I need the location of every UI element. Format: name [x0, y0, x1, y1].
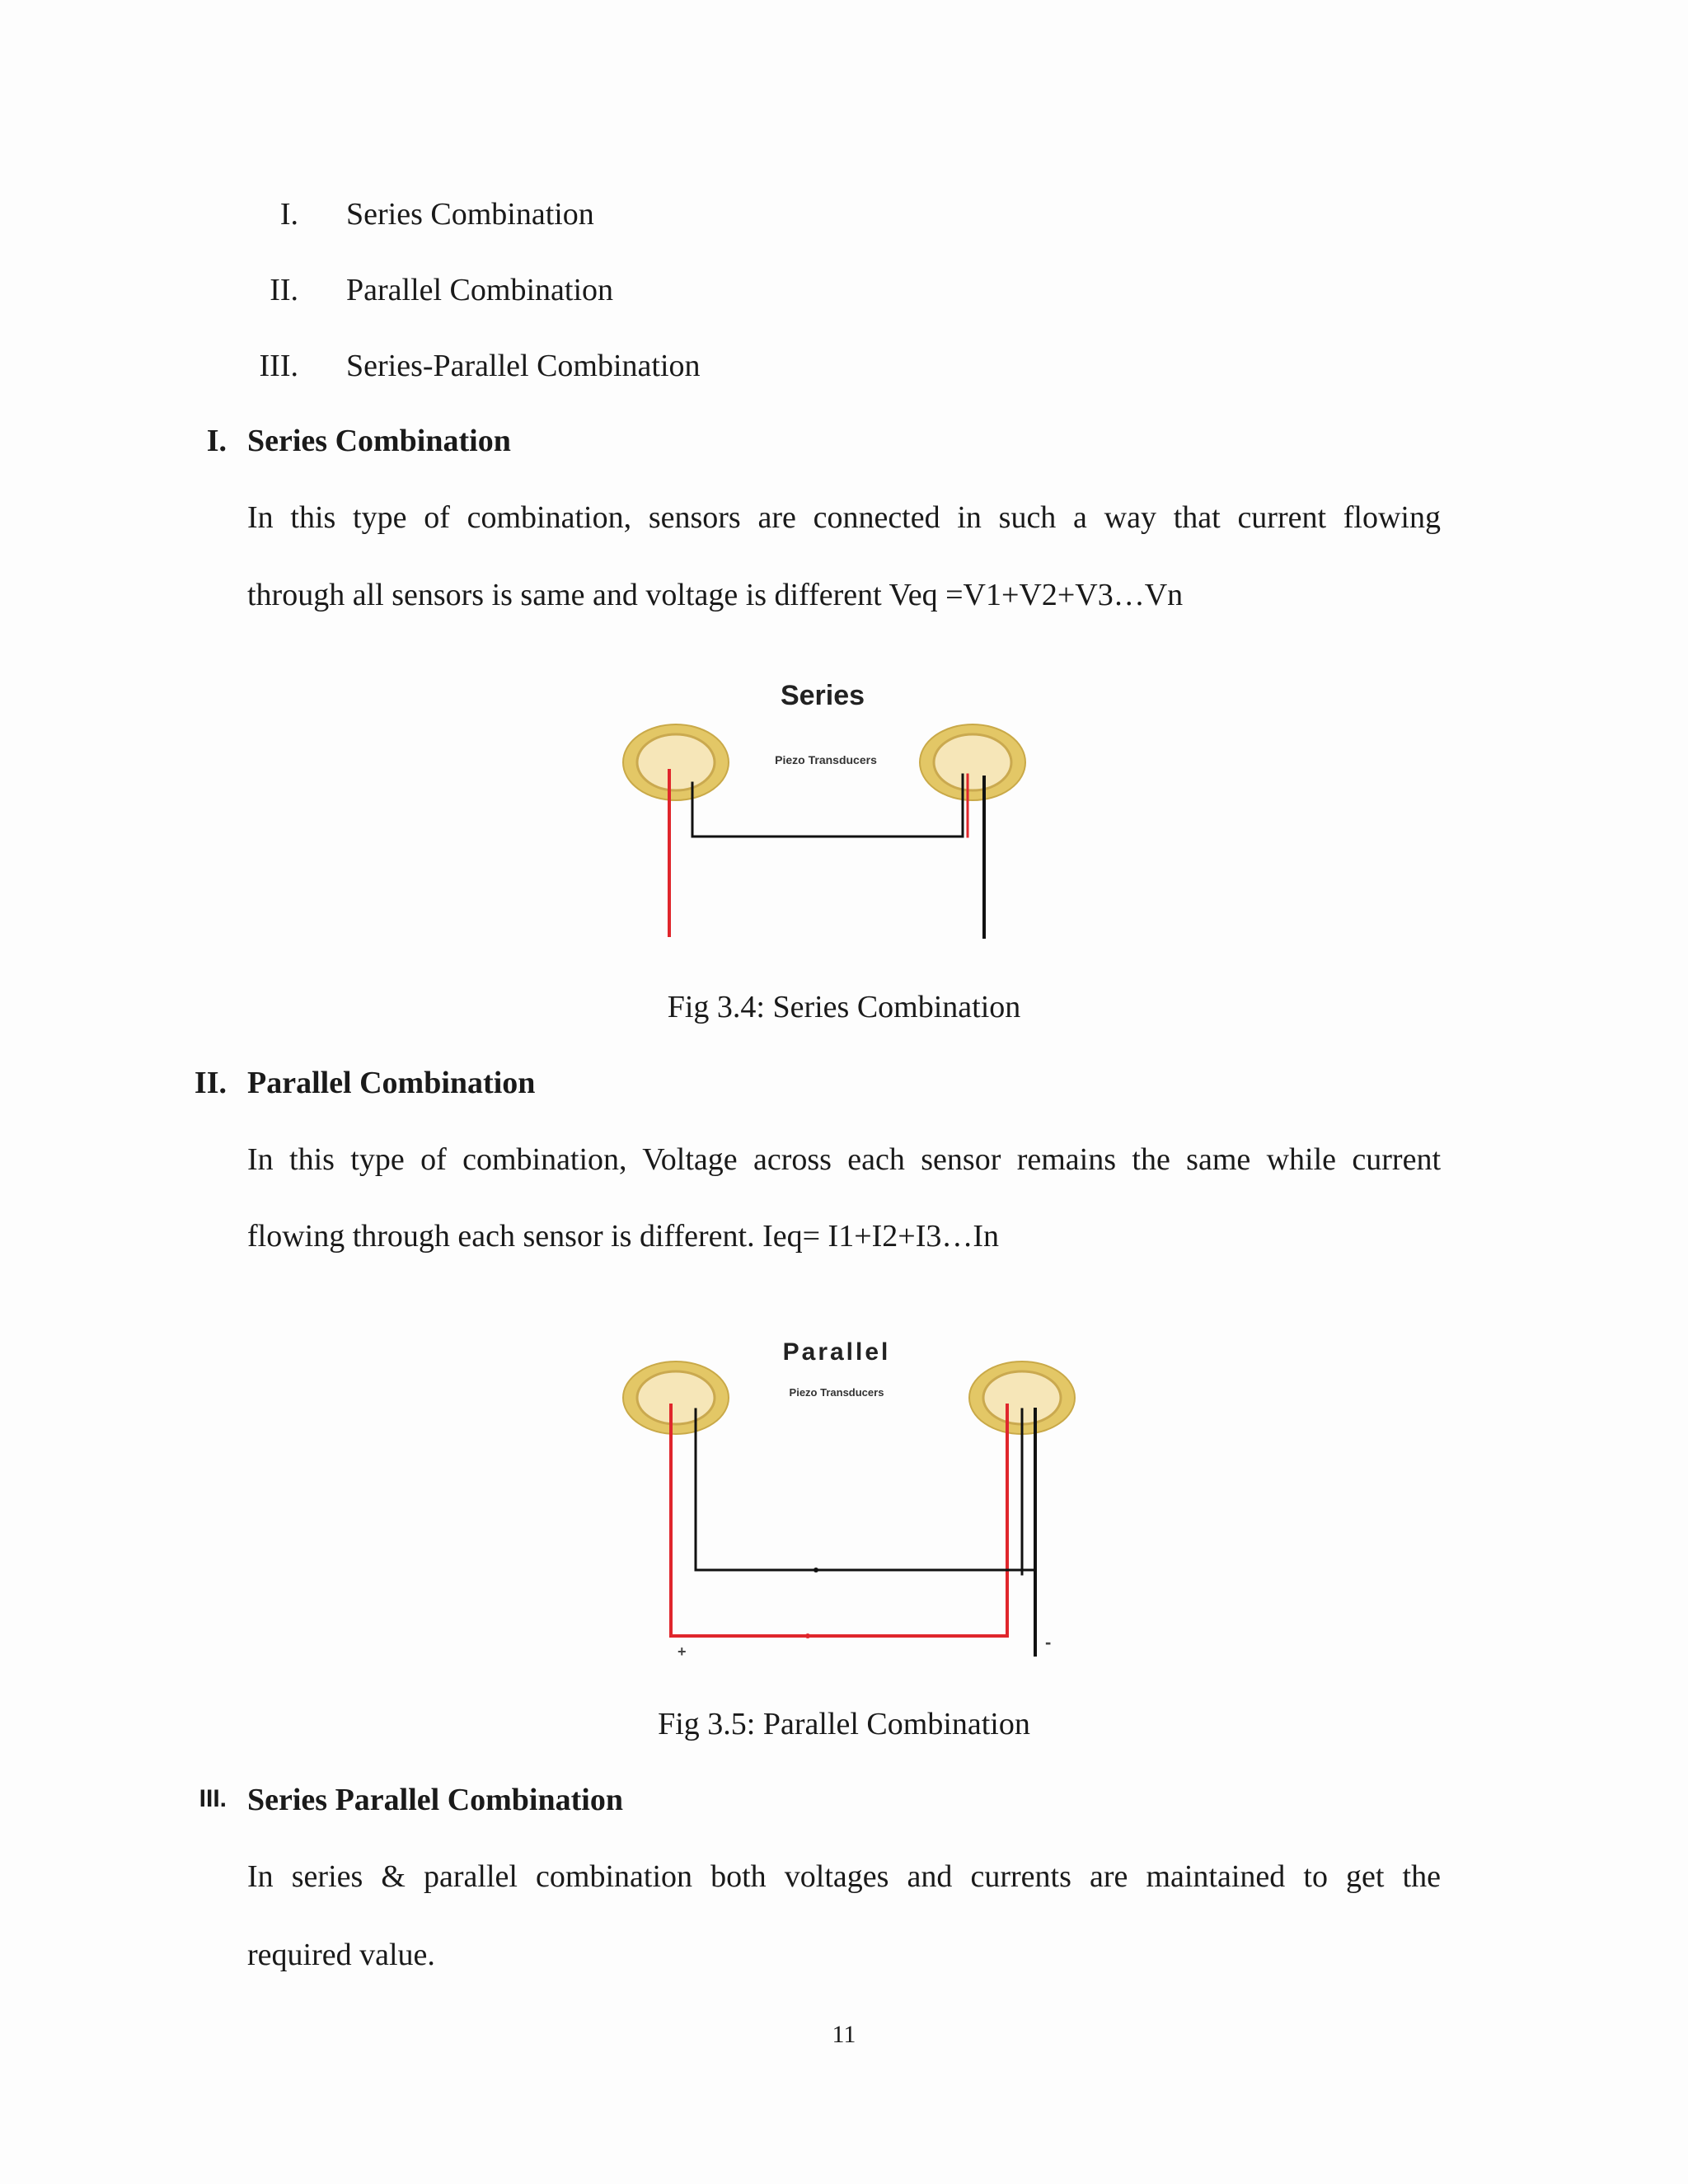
- piezo-disc-left: [623, 1361, 729, 1434]
- list-numeral-1: I.: [279, 197, 298, 232]
- series-parallel-paragraph-line-1: In series & parallel combination both voltages and currents are maintained to get the: [247, 1859, 1441, 1894]
- series-figure-subtitle: Piezo Transducers: [775, 753, 877, 766]
- parallel-paragraph-line-2: flowing through each sensor is different. Ieq= I1+I2+I3…In: [247, 1219, 1000, 1254]
- section-numeral-series-parallel: III.: [199, 1785, 227, 1812]
- piezo-disc-left: [623, 724, 729, 800]
- negative-terminal-label: -: [1045, 1632, 1052, 1652]
- positive-terminal-label: +: [678, 1643, 687, 1660]
- list-item-3: Series-Parallel Combination: [346, 349, 701, 383]
- list-numeral-2: II.: [270, 273, 298, 307]
- list-item-1: Series Combination: [346, 197, 594, 232]
- piezo-disc-right: [920, 724, 1025, 800]
- parallel-figure: [610, 1327, 1104, 1673]
- series-wires: [669, 771, 984, 937]
- series-paragraph-line-1: In this type of combination, sensors are connected in such a way that current flowing: [247, 500, 1441, 535]
- section-heading-parallel: Parallel Combination: [247, 1066, 536, 1100]
- section-numeral-series: I.: [206, 424, 227, 458]
- series-figure: [610, 672, 1039, 944]
- series-figure-caption: Fig 3.4: Series Combination: [667, 990, 1021, 1024]
- section-heading-series: Series Combination: [247, 424, 511, 458]
- list-numeral-3: III.: [259, 349, 298, 383]
- parallel-figure-title: Parallel: [782, 1338, 891, 1366]
- page-number: 11: [832, 2021, 856, 2048]
- parallel-wires: [671, 1405, 1035, 1655]
- series-parallel-paragraph-line-2: required value.: [247, 1938, 435, 1972]
- parallel-paragraph-line-1: In this type of combination, Voltage across each sensor remains the same while current: [247, 1142, 1441, 1177]
- section-heading-series-parallel: Series Parallel Combination: [247, 1783, 623, 1817]
- section-numeral-parallel: II.: [194, 1066, 227, 1100]
- series-paragraph-line-2: through all sensors is same and voltage is different Veq =V1+V2+V3…Vn: [247, 578, 1184, 612]
- list-item-2: Parallel Combination: [346, 273, 614, 307]
- series-figure-title: Series: [780, 680, 865, 711]
- parallel-figure-caption: Fig 3.5: Parallel Combination: [658, 1707, 1030, 1741]
- parallel-figure-subtitle: Piezo Transducers: [789, 1386, 884, 1399]
